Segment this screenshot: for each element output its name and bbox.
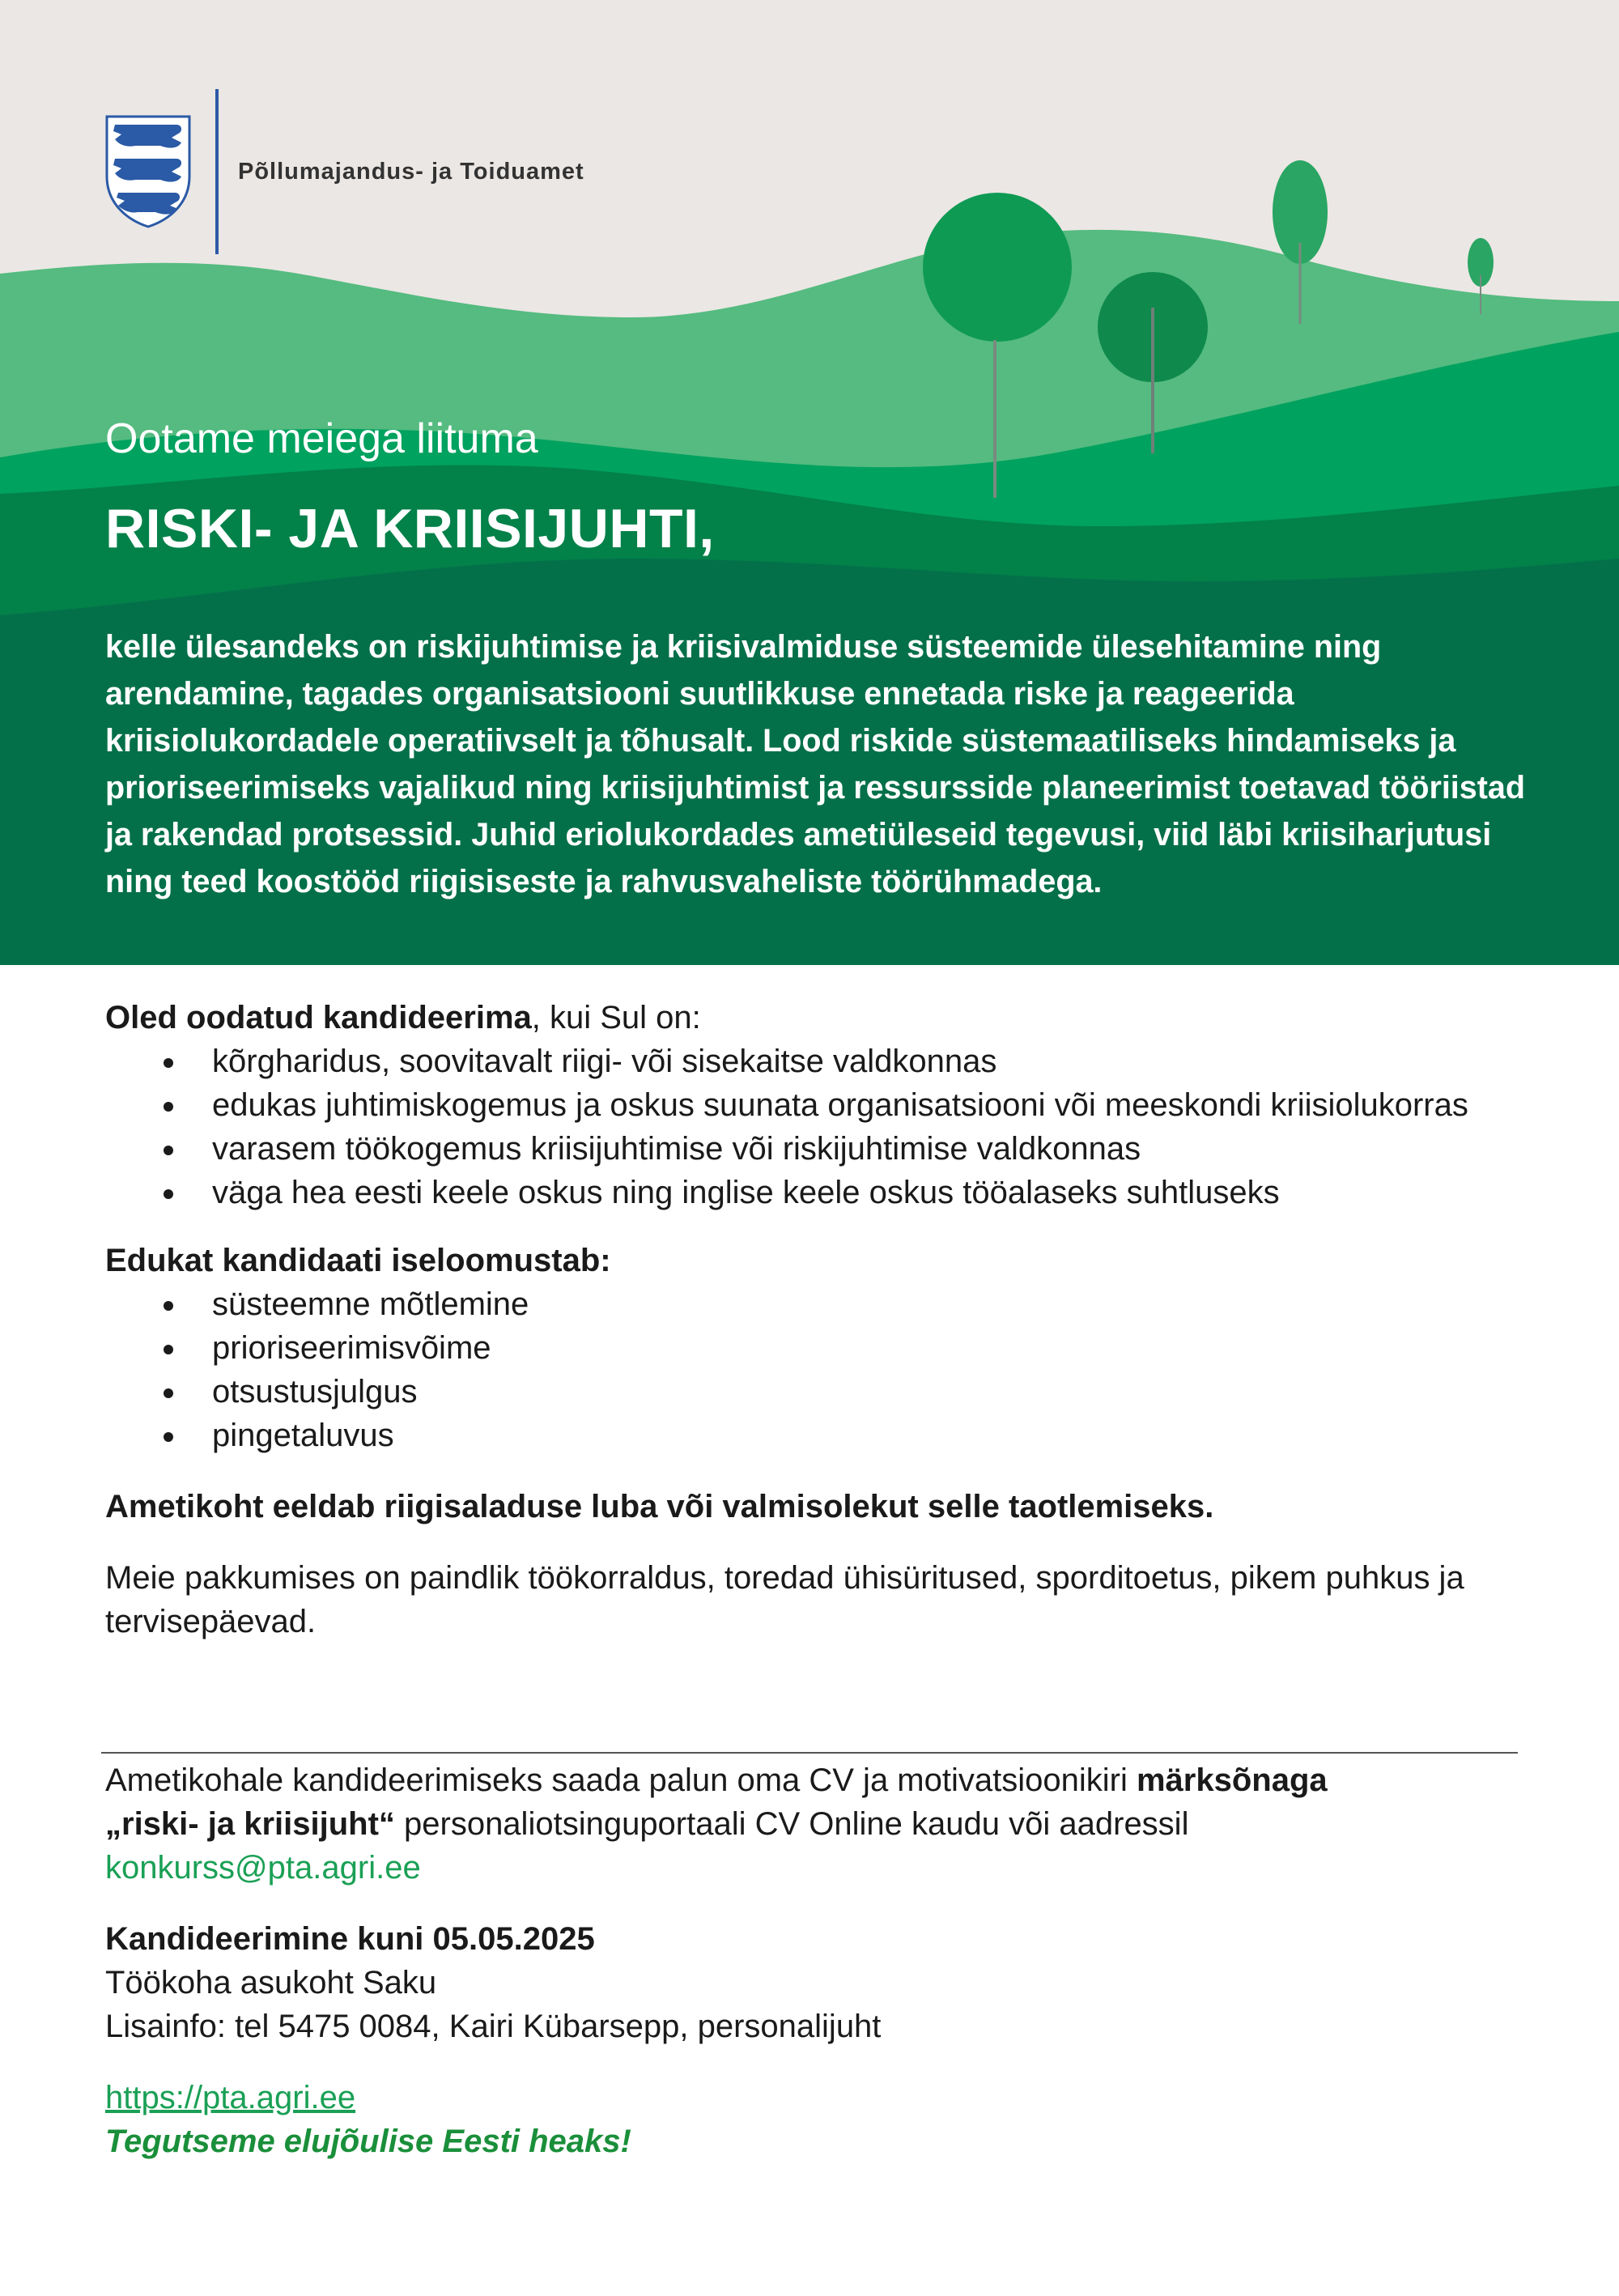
bullet-icon (164, 1432, 173, 1442)
logo-divider (215, 89, 219, 254)
apply-keyword-label: märksõnaga (1136, 1762, 1328, 1798)
bullet-icon (164, 1301, 173, 1311)
requirements-lead (105, 996, 1530, 1040)
apply-keyword: „riski- ja kriisijuht“ (105, 1806, 395, 1842)
traits-heading: Edukat kandidaati iseloomustab: (105, 1243, 611, 1278)
list-item: kõrgharidus, soovitavalt riigi- või sisekaitse valdkonnas (105, 1040, 1530, 1083)
slogan: Tegutseme elujõulise Eesti heaks! (105, 2124, 631, 2159)
requirements-lead-bold: Oled oodatud kandideerima (105, 1000, 532, 1035)
bullet-icon (164, 1189, 173, 1199)
apply-text-1: Ametikohale kandideerimiseks saada palun oma CV ja motivatsioonikiri (105, 1762, 1137, 1798)
agency-name-part2: - ja (415, 159, 453, 185)
list-item: varasem töökogemus kriisijuhtimise või riskijuhtimise valdkonnas (105, 1127, 1530, 1171)
email-link[interactable]: konkurss@pta.agri.ee (105, 1850, 421, 1886)
apply-text-2: personaliotsinguportaali CV Online kaudu või aadressil (394, 1806, 1189, 1842)
coat-of-arms-icon (104, 113, 193, 228)
location: Töökoha asukoht Saku (105, 1965, 437, 2000)
contact-info: Lisainfo: tel 5475 0084, Kairi Kübarsepp, personalijuht (105, 2009, 882, 2044)
application-info (105, 1758, 1530, 2163)
job-title: RISKI- JA KRIISIJUHTI, (105, 498, 715, 559)
list-item: süsteemne mõtlemine (105, 1282, 1530, 1326)
list-item: pingetaluvus (105, 1414, 1530, 1457)
traits-list (105, 1282, 1530, 1457)
list-item: prioriseerimisvõime (105, 1326, 1530, 1370)
list-item: väga hea eesti keele oskus ning inglise keele oskus tööalaseks suhtluseks (105, 1171, 1530, 1214)
bullet-icon (164, 1388, 173, 1398)
agency-name-part1: Põllumajandus (238, 159, 416, 185)
apply-text (105, 1758, 1530, 1846)
bullet-icon (164, 1345, 173, 1354)
tree-large (923, 193, 1072, 342)
hero-header (0, 0, 1619, 965)
deadline: Kandideerimine kuni 05.05.2025 (105, 1921, 595, 1957)
website-link[interactable]: https://pta.agri.ee (105, 2080, 356, 2115)
bullet-icon (164, 1146, 173, 1155)
list-item: otsustusjulgus (105, 1370, 1530, 1414)
list-item: edukas juhtimiskogemus ja oskus suunata organisatsiooni või meeskondi kriisiolukorras (105, 1083, 1530, 1127)
job-details (105, 996, 1530, 1643)
clearance-note: Ametikoht eeldab riigisaladuse luba või valmisolekut selle taotlemiseks. (105, 1489, 1214, 1524)
hero-subtitle: Ootame meiega liituma (105, 415, 538, 462)
bullet-icon (164, 1102, 173, 1112)
agency-name-part3: Toiduamet (460, 159, 584, 185)
requirements-lead-rest: , kui Sul on: (531, 1000, 701, 1035)
offer-text: Meie pakkumises on paindlik töökorraldus, toredad ühisüritused, sporditoetus, pikem puhkus ja tervisepäevad. (105, 1560, 1464, 1639)
requirements-list (105, 1040, 1530, 1214)
bullet-icon (164, 1058, 173, 1068)
agency-name (238, 159, 584, 185)
section-divider (101, 1752, 1518, 1754)
job-intro: kelle ülesandeks on riskijuhtimise ja kriisivalmiduse süsteemide ülesehitamine ning arendamine, tagades organisatsiooni suutlikkuse ennetada riske ja reageerida kriisiolukordadele operatiivselt ja tõhusalt. Lood riskide süstemaatiliseks hindamiseks ja prioriseerimiseks vajalikud ning kriisijuhtimist ja ressursside planeerimist toetavad tööriistad ja rakendad protsessid. Juhid eriolukordades ametiüleseid tegevusi, viid läbi kriisiharjutusi ning teed koostööd riigisiseste ja rahvusvaheliste töörühmadega. (105, 629, 1525, 899)
